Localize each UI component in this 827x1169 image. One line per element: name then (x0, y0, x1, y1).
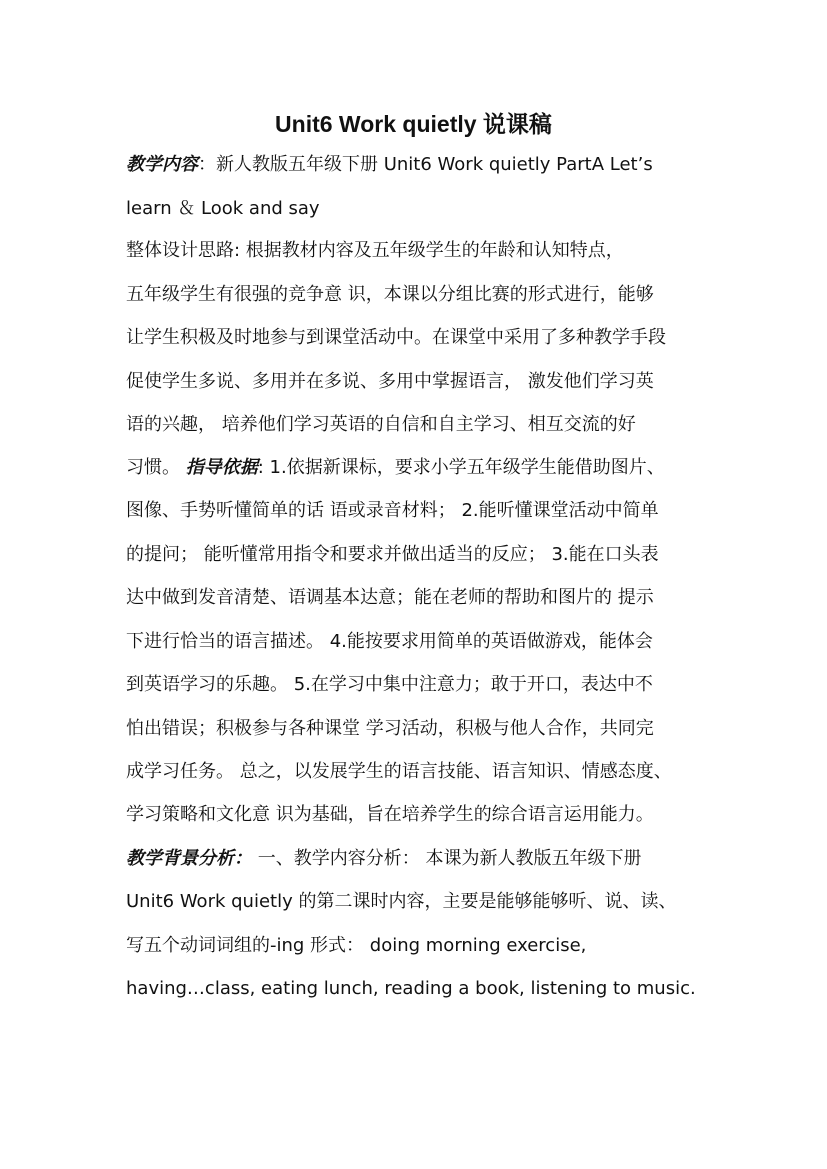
basis-line-7: 怕出错误；积极参与各种课堂 学习活动，积极与他人合作，共同完 (126, 718, 654, 739)
basis-line-3: 的提问； 能听懂常用指令和要求并做出适当的反应； 3.能在口头表 (126, 544, 659, 565)
design-line-1: 整体设计思路: 根据教材内容及五年级学生的年龄和认知特点， (126, 240, 624, 261)
design-line-4: 促使学生多说、多用并在多说、多用中掌握语言， 激发他们学习英 (126, 371, 654, 392)
teaching-content-label: 教学内容 (126, 154, 198, 175)
basis-line-4: 达中做到发音清楚、语调基本达意；能在老师的帮助和图片的 提示 (126, 587, 654, 608)
background-line-1 (126, 847, 706, 871)
basis-line-6: 到英语学习的乐趣。 5.在学习中集中注意力；敢于开口，表达中不 (126, 674, 653, 695)
basis-line-1 (126, 456, 706, 480)
basis-label: 指导依据 (185, 457, 258, 478)
teaching-content-line (126, 153, 706, 177)
background-line-4: having…class, eating lunch, reading a book, listening to music. (126, 978, 696, 999)
basis-line-2: 图像、手势听懂简单的话 语或录音材料； 2.能听懂课堂活动中简单 (126, 500, 659, 521)
basis-text: : 1.依据新课标，要求小学五年级学生能借助图片、 (257, 457, 665, 478)
design-line-2: 五年级学生有很强的竞争意 识，本课以分组比赛的形式进行，能够 (126, 284, 654, 305)
basis-prefix: 习惯。 (126, 457, 186, 478)
teaching-content-text: ：新人教版五年级下册 Unit6 Work quietly PartA Let’s (198, 154, 653, 175)
background-line-3: 写五个动词词组的-ing 形式： doing morning exercise, (126, 935, 587, 956)
basis-line-9: 学习策略和文化意 识为基础，旨在培养学生的综合语言运用能力。 (126, 804, 654, 825)
document-title: Unit6 Work quietly 说课稿 (275, 111, 552, 137)
background-label: 教学背景分析： (126, 848, 252, 869)
basis-line-8: 成学习任务。 总之，以发展学生的语言技能、语言知识、情感态度、 (126, 761, 672, 782)
background-text: 一、教学内容分析： 本课为新人教版五年级下册 (252, 848, 642, 869)
basis-line-5: 下进行恰当的语言描述。 4.能按要求用简单的英语做游戏，能体会 (126, 631, 653, 652)
background-line-2: Unit6 Work quietly 的第二课时内容，主要是能够能够听、说、读、 (126, 891, 677, 912)
design-line-3: 让学生积极及时地参与到课堂活动中。在课堂中采用了多种教学手段 (126, 327, 666, 348)
design-line-5: 语的兴趣， 培养他们学习英语的自信和自主学习、相互交流的好 (126, 414, 636, 435)
teaching-content-line-2: learn ＆ Look and say (126, 198, 320, 219)
